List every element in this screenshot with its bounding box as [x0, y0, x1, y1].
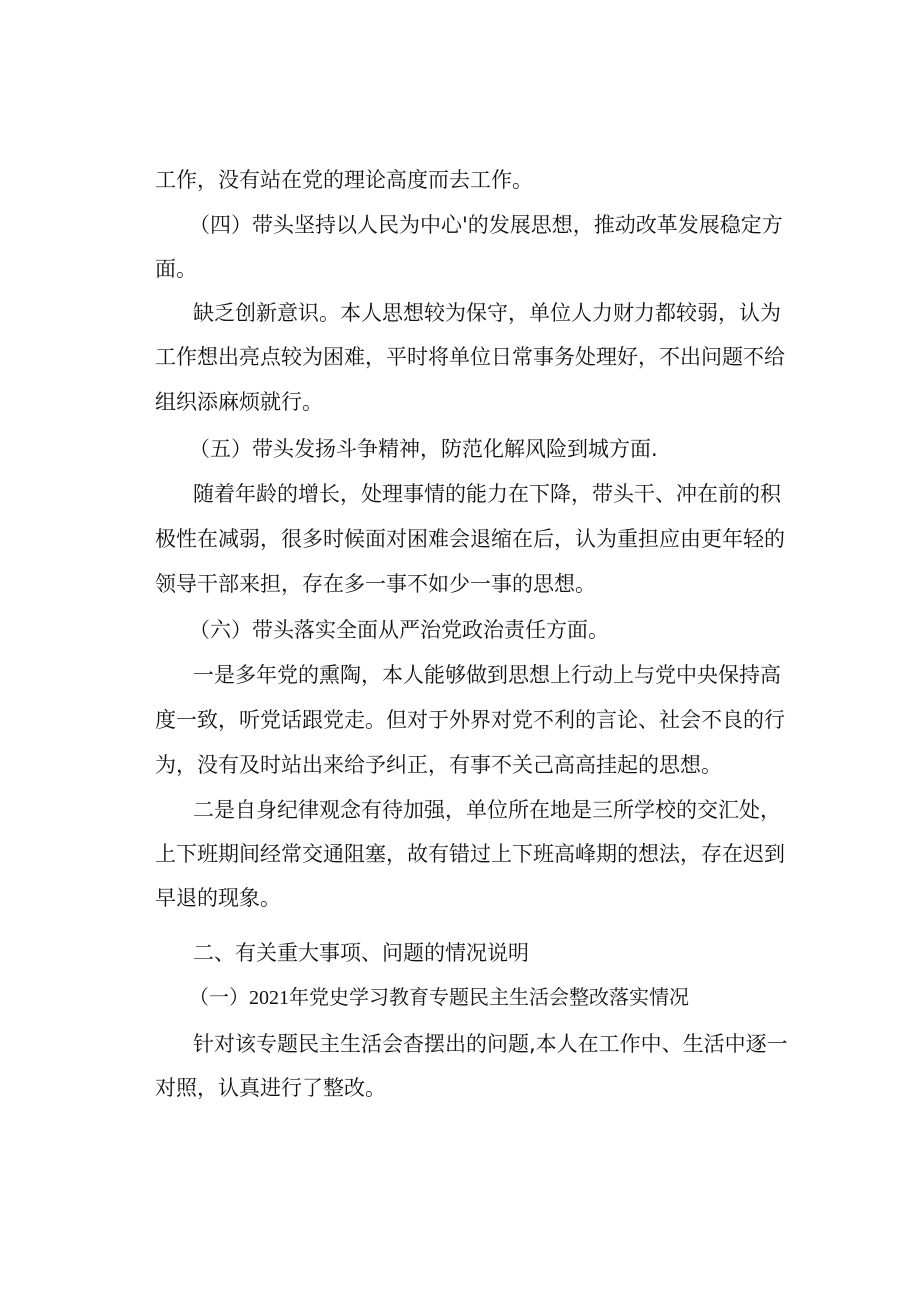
paragraph-line: 面。: [155, 257, 197, 281]
chapter-heading-2: 二、有关重大事项、问题的情况说明: [193, 941, 529, 965]
paragraph-line: 组织添麻烦就行。: [155, 390, 323, 414]
paragraph-line: 上下班期间经常交通阻塞，故有错过上下班高峰期的想法，存在迟到: [155, 842, 785, 866]
paragraph-line: 对照，认真进行了整改。: [155, 1076, 386, 1100]
paragraph-line: 随着年龄的增长，处理事情的能力在下降，带头干、冲在前的积: [193, 482, 781, 506]
section-heading-4: （四）带头坚持以人民为中心'的发展思想，推动改革发展稳定方: [189, 213, 783, 237]
section-heading-5: （五）带头发扬斗争精神，防范化解风险到城方面.: [189, 437, 658, 461]
paragraph-line: 为，没有及时站出来给予纠正，有事不关己高高挂起的思想。: [155, 753, 722, 777]
paragraph-line: 工作想出亮点较为困难，平时将单位日常事务处理好，不出问题不给: [155, 345, 785, 369]
paragraph-line: 早退的现象。: [155, 886, 281, 910]
paragraph-line: 缺乏创新意识。本人思想较为保守，单位人力财力都较弱，认为: [193, 301, 781, 325]
paragraph-line: 极性在减弱，很多时候面对困难会退缩在后，认为重担应由更年轻的: [155, 527, 785, 551]
paragraph-line: 针对该专题民主生活会杳摆出的问题,本人在工作中、生活中逐一: [193, 1032, 788, 1056]
paragraph-line: 领导干部来担，存在多一事不如少一事的思想。: [155, 572, 596, 596]
subsection-heading-1: （一）2021年党史学习教育专题民主生活会整改落实情况: [189, 987, 689, 1009]
paragraph-line: 工作，没有站在党的理论高度而去工作。: [155, 168, 533, 192]
paragraph-line: 一是多年党的熏陶，本人能够做到思想上行动上与党中央保持高: [193, 663, 781, 687]
paragraph-line: 度一致，听党话跟党走。但对于外界对党不利的言论、社会不良的行: [155, 708, 785, 732]
paragraph-line: 二是自身纪律观念有待加强，单位所在地是三所学校的交汇处，: [193, 798, 781, 822]
section-heading-6: （六）带头落实全面从严治党政治责任方面。: [189, 618, 609, 642]
